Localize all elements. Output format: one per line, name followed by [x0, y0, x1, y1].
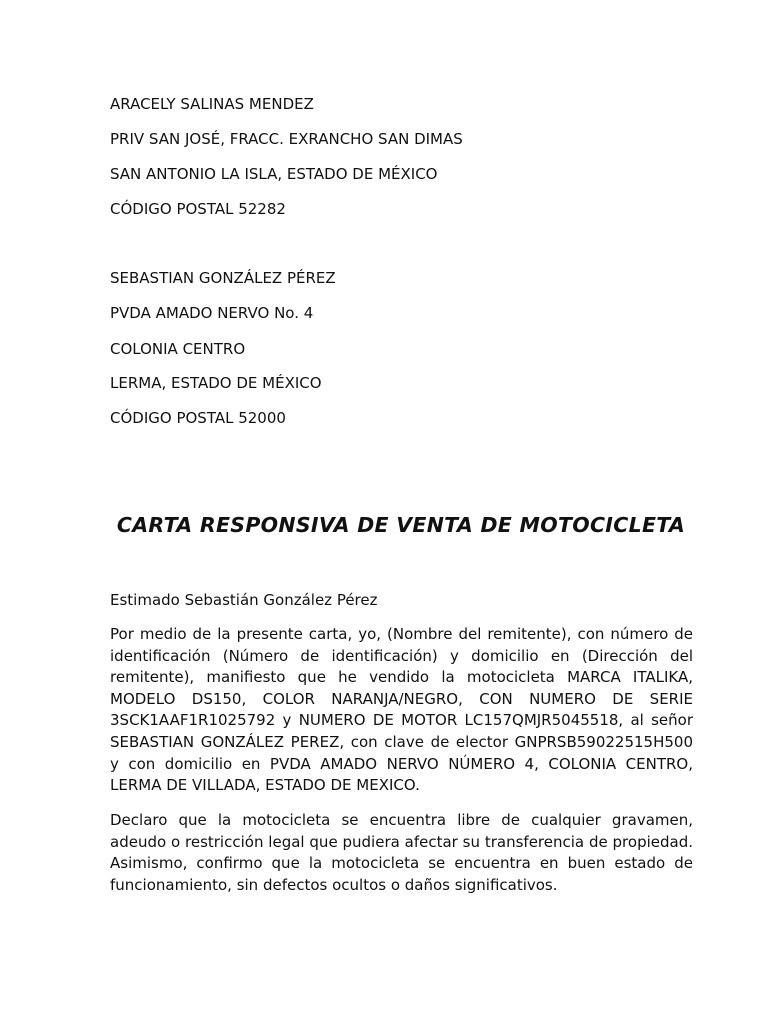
recipient-colony: COLONIA CENTRO	[110, 340, 246, 358]
recipient-city: LERMA, ESTADO DE MÉXICO	[110, 374, 322, 392]
body-paragraph-sale: Por medio de la presente carta, yo, (Nombre del remitente), con número de identificación (Número de identificación) y domicilio en (Dirección del remitente), manifiesto que he vendido la motocicleta MARCA ITALIKA, MODELO DS150, COLOR NARANJA/NEGRO, CON NUMERO DE SERIE 3SCK1AAF1R1025792 y NUMERO DE MOTOR LC157QMJR5045518, al señor SEBASTIAN GONZÁLEZ PEREZ, con clave de elector GNPRSB59022515H500 y con domicilio en PVDA AMADO NERVO NÚMERO 4, COLONIA CENTRO, LERMA DE VILLADA, ESTADO DE MEXICO.	[110, 625, 693, 795]
sender-name: ARACELY SALINAS MENDEZ	[110, 95, 314, 113]
body-paragraph-declaration: Declaro que la motocicleta se encuentra libre de cualquier gravamen, adeudo o restricción legal que pudiera afectar su transferencia de propiedad. Asimismo, confirmo que la motocicleta se encuentra en buen estado de funcionamiento, sin defectos ocultos o daños significativos.	[110, 811, 693, 894]
sender-street: PRIV SAN JOSÉ, FRACC. EXRANCHO SAN DIMAS	[110, 130, 463, 148]
recipient-name: SEBASTIAN GONZÁLEZ PÉREZ	[110, 269, 336, 287]
sender-postal-code: CÓDIGO POSTAL 52282	[110, 200, 286, 218]
document-title: CARTA RESPONSIVA DE VENTA DE MOTOCICLETA	[116, 513, 686, 537]
recipient-street: PVDA AMADO NERVO No. 4	[110, 304, 314, 322]
sender-city: SAN ANTONIO LA ISLA, ESTADO DE MÉXICO	[110, 165, 438, 183]
recipient-postal-code: CÓDIGO POSTAL 52000	[110, 409, 286, 427]
salutation: Estimado Sebastián González Pérez	[110, 591, 378, 609]
